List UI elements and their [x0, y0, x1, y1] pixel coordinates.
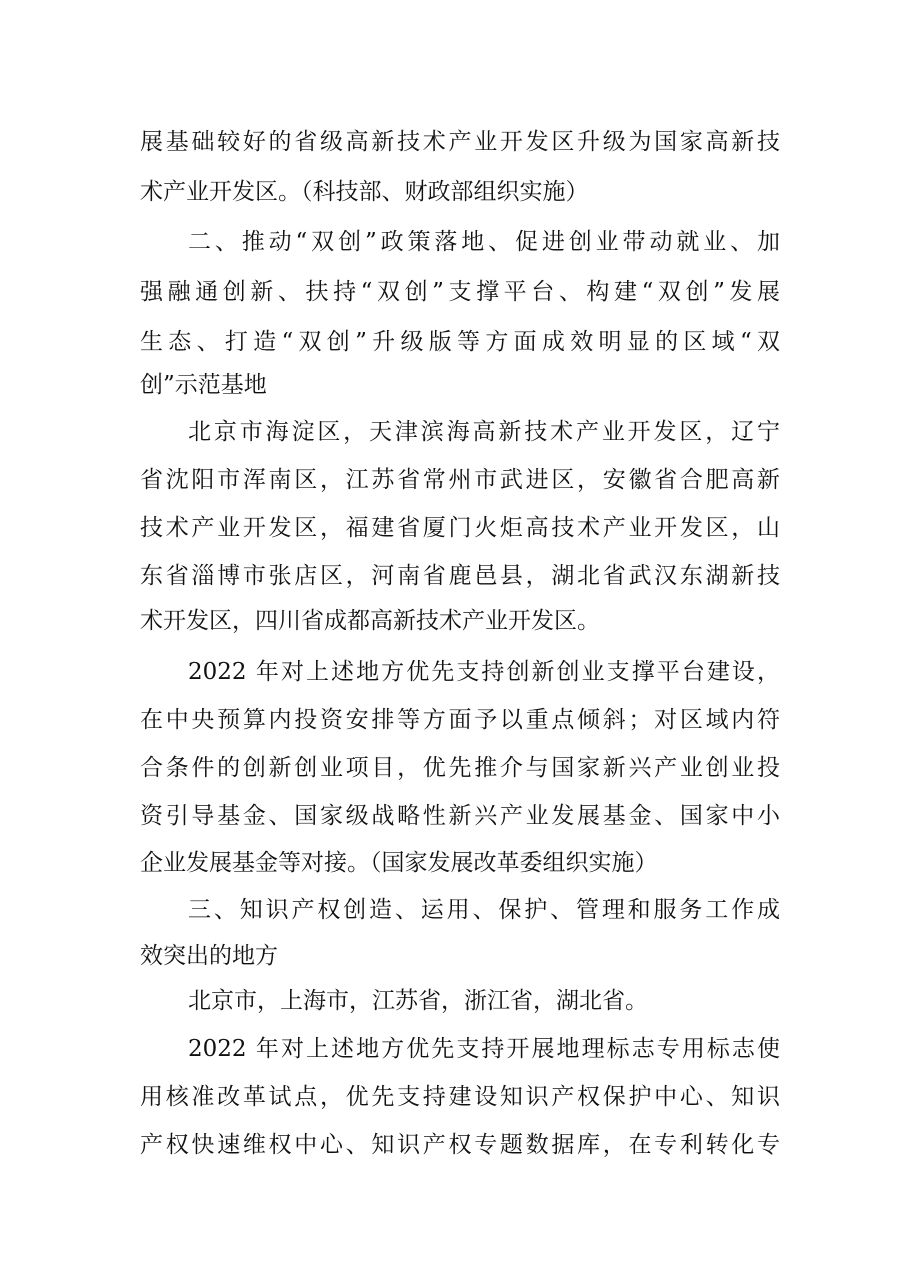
text-line: 2022 年对上述地方优先支持创新创业支撑平台建设， — [188, 659, 780, 685]
text-line: 展基础较好的省级高新技术产业开发区升级为国家高新技 — [140, 129, 780, 155]
section-heading-line: 创”示范基地 — [140, 372, 267, 398]
section-heading-line: 强融通创新、扶持“双创”支撑平台、构建“双创”发展 — [140, 279, 780, 305]
text-line: 北京市海淀区，天津滨海高新技术产业开发区，辽宁 — [188, 419, 780, 445]
text-line: 合条件的创新创业项目，优先推介与国家新兴产业创业投 — [140, 755, 780, 781]
section-heading-line: 效突出的地方 — [140, 943, 278, 969]
section-heading-line: 生态、打造“双创”升级版等方面成效明显的区域“双 — [140, 329, 780, 355]
text-line: 产权快速维权中心、知识产权专题数据库，在专利转化专 — [140, 1132, 780, 1158]
section-heading-line: 三、知识产权创造、运用、保护、管理和服务工作成 — [188, 897, 780, 923]
text-line: 资引导基金、国家级战略性新兴产业发展基金、国家中小 — [140, 803, 780, 829]
text-line: 企业发展基金等对接。（国家发展改革委组织实施） — [140, 850, 658, 876]
text-line: 东省淄博市张店区，河南省鹿邑县，湖北省武汉东湖新技 — [140, 563, 780, 589]
text-line: 术开发区，四川省成都高新技术产业开发区。 — [140, 608, 600, 634]
text-line: 用核准改革试点，优先支持建设知识产权保护中心、知识 — [140, 1084, 780, 1110]
text-line: 术产业开发区。（科技部、财政部组织实施） — [140, 179, 589, 205]
text-line: 技术产业开发区，福建省厦门火炬高技术产业开发区，山 — [140, 515, 780, 541]
text-line: 北京市，上海市，江苏省，浙江省，湖北省。 — [188, 988, 648, 1014]
section-heading-line: 二、推动“双创”政策落地、促进创业带动就业、加 — [188, 229, 780, 255]
text-line: 2022 年对上述地方优先支持开展地理标志专用标志使 — [188, 1036, 780, 1062]
text-line: 在中央预算内投资安排等方面予以重点倾斜；对区域内符 — [140, 707, 780, 733]
text-line: 省沈阳市浑南区，江苏省常州市武进区，安徽省合肥高新 — [140, 467, 780, 493]
